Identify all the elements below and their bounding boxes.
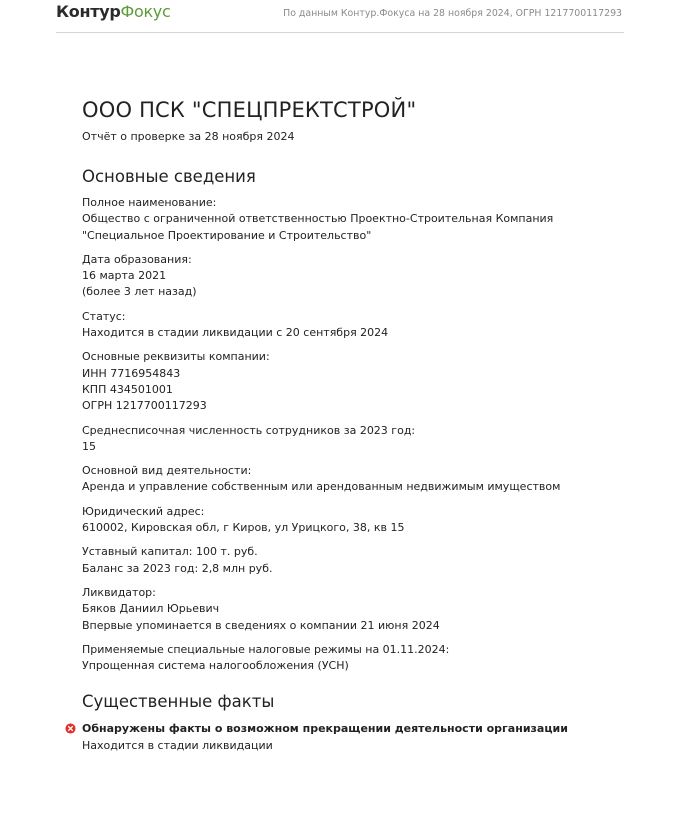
- report-date: Отчёт о проверке за 28 ноября 2024: [82, 130, 295, 143]
- activity-field: [82, 463, 637, 496]
- finance-field: [82, 544, 637, 577]
- status-value: Находится в стадии ликвидации с 20 сентября 2024: [82, 326, 389, 340]
- company-title: ООО ПСК "СПЕЦПРЕКТСТРОЙ": [82, 98, 417, 122]
- liquidator-name: Бяков Даниил Юрьевич: [82, 602, 220, 616]
- requisites-field: [82, 349, 637, 414]
- kpp-value: КПП 434501001: [82, 382, 173, 396]
- tax-regime-value: Упрощенная система налогообложения (УСН): [82, 659, 349, 673]
- page-header: [56, 0, 624, 33]
- activity-label: Основной вид деятельности:: [82, 464, 252, 478]
- liquidator-label: Ликвидатор:: [82, 585, 156, 599]
- report-content: [82, 95, 637, 754]
- employees-label: Среднесписочная численность сотрудников за 2023 год:: [82, 423, 416, 437]
- ogrn-value: ОГРН 1217700117293: [82, 399, 207, 413]
- fact-item: [82, 721, 637, 754]
- basic-info-title: Основные сведения: [82, 167, 256, 186]
- fact-headline: Обнаружены факты о возможном прекращении деятельности организации: [82, 722, 568, 736]
- facts-title: Существенные факты: [82, 692, 275, 712]
- full-name-field: [82, 195, 637, 244]
- employees-field: [82, 423, 637, 456]
- liquidator-first-mention: Впервые упоминается в сведениях о компании 21 июня 2024: [82, 618, 440, 632]
- kontur-focus-logo[interactable]: [56, 2, 170, 21]
- founded-date: 16 марта 2021: [82, 269, 167, 283]
- activity-value: Аренда и управление собственным или арендованным недвижимым имуществом: [82, 480, 561, 494]
- full-name-label: Полное наименование:: [82, 196, 217, 209]
- status-label: Статус:: [82, 309, 126, 323]
- tax-regime-label: Применяемые специальные налоговые режимы на 01.11.2024:: [82, 642, 450, 656]
- full-name-value: Общество с ограниченной ответственностью Проектно-Строительная Компания "Специальное Проектирование и Строительство": [82, 212, 554, 242]
- liquidator-field: [82, 585, 637, 634]
- address-label: Юридический адрес:: [82, 504, 205, 518]
- basic-info-fields: [82, 195, 637, 674]
- address-field: [82, 504, 637, 537]
- status-field: [82, 309, 637, 342]
- tax-regime-field: [82, 642, 637, 675]
- logo-part-focus: Фокус: [120, 2, 171, 21]
- fact-detail: Находится в стадии ликвидации: [82, 738, 273, 752]
- logo-part-kontur: Контур: [56, 2, 121, 21]
- founded-field: [82, 252, 637, 301]
- error-circle-icon: [65, 723, 76, 734]
- balance-value: Баланс за 2023 год: 2,8 млн руб.: [82, 561, 273, 575]
- requisites-label: Основные реквизиты компании:: [82, 350, 270, 364]
- founded-label: Дата образования:: [82, 252, 192, 266]
- employees-value: 15: [82, 439, 96, 453]
- founded-age: (более 3 лет назад): [82, 285, 197, 299]
- address-value: 610002, Кировская обл, г Киров, ул Урицкого, 38, кв 15: [82, 521, 405, 535]
- source-note: По данным Контур.Фокуса на 28 ноября 2024, ОГРН 1217700117293: [283, 8, 622, 19]
- inn-value: ИНН 7716954843: [82, 366, 181, 380]
- capital-value: Уставный капитал: 100 т. руб.: [82, 545, 258, 559]
